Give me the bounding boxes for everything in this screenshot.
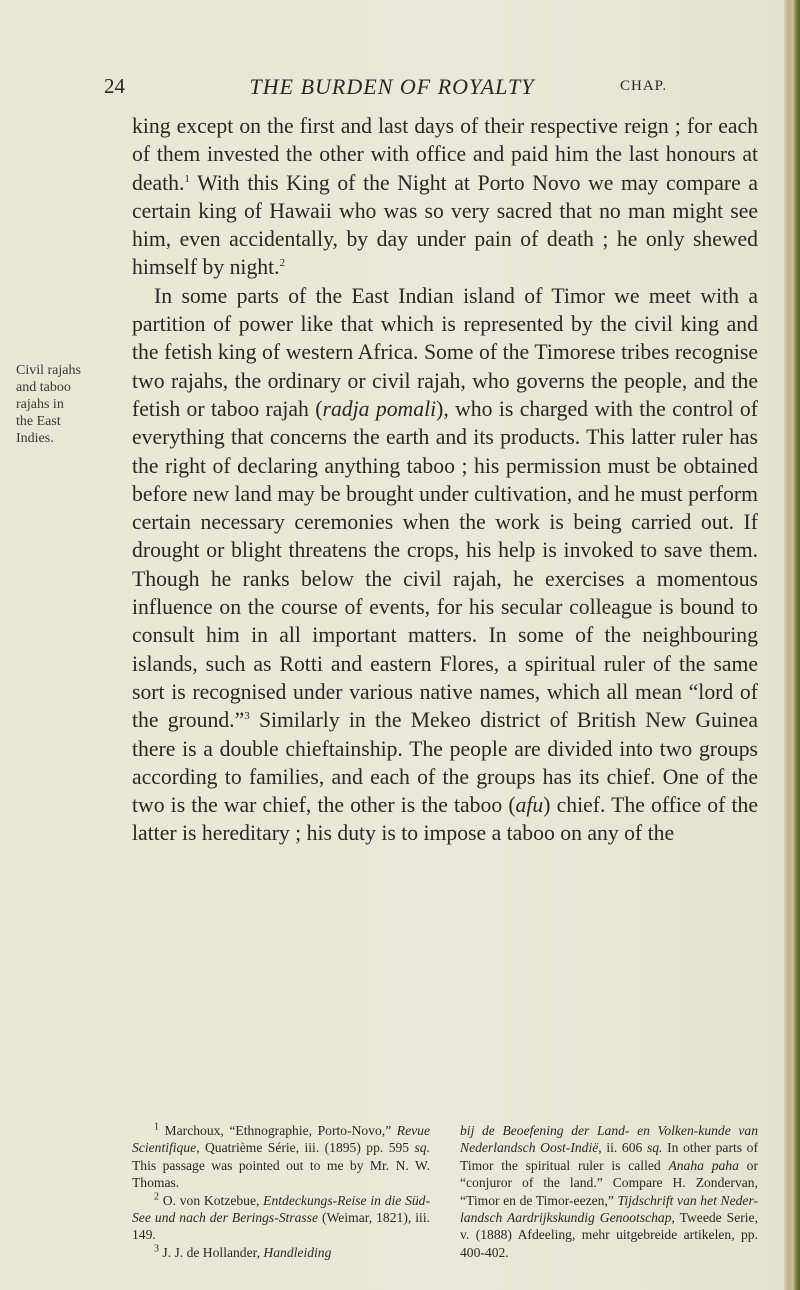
page-header [0, 74, 784, 104]
italic-title: Tijdschrift van het Neder-landsch Aardrijkskundig Genootschap [460, 1192, 758, 1226]
running-title: THE BURDEN OF ROYALTY [249, 74, 535, 99]
text-run: , Quatrième Série, iii. (1895) pp. 595 [196, 1140, 415, 1156]
page-number: 24 [104, 74, 125, 98]
footnote-ref-2: 2 [279, 257, 286, 270]
text-run: (Weimar, 1821), iii. 149. [132, 1210, 431, 1243]
paragraph-1 [132, 112, 758, 282]
text-run: O. von Kotzebue, [159, 1192, 264, 1208]
text-run: king except on the first and last days of their respective reign ; for each of them invested the other with office and paid him the last honours at death. [132, 114, 758, 195]
italic-term: afu [515, 793, 544, 818]
italic-term: sq. [414, 1140, 430, 1156]
marginal-note-line: rajahs in [16, 397, 64, 412]
text-run: ), who is charged with the control of everything that concerns the earth and its products. This latter ruler has the right of declaring anything taboo ; his permission must be obtained before new land may be brought under cultivation, and he must perform certain necessary ceremonies when the work is being carried out. If drought or blight threatens the crops, his help is invoked to save them. Though he ranks below the civil rajah, he exercises a momentous influence on the course of events, for his secular colleague is bound to consult him in all important matters. In some of the neighbouring islands, such as Rotti and eastern Flores, a spiritual ruler of the same sort is recognised under various native names, which all mean “lord of the ground.” [132, 396, 758, 733]
text-run: J. J. de Hollander, [159, 1244, 264, 1260]
footnote-ref-3: 3 [244, 710, 250, 722]
marginal-note-line: the East [16, 414, 61, 429]
footnote-3-continued [460, 1122, 758, 1261]
main-text [132, 112, 758, 848]
italic-title: bij de Beoefening der Land- en Volken-kunde van Nederlandsch Oost-Indië [460, 1123, 758, 1156]
italic-title: Handleiding [263, 1244, 332, 1260]
text-run: Similarly in the Mekeo district of British New Guinea there is a double chieftainship. The people are divided into two groups according to families, and each of the groups has its chief. One of the two is the war chief, the other is the taboo ( [132, 708, 758, 818]
footnote-2 [132, 1192, 430, 1244]
footnote-number: 1 [154, 1121, 159, 1133]
footnotes-left-column [132, 1122, 430, 1261]
footnote-3 [132, 1244, 430, 1261]
text-run: In some parts of the East Indian island of Timor we meet with a partition of power like that which is represented by the civil king and the fetish king of western Africa. Some of the Timorese tribes recognise two rajahs, the ordinary or civil rajah, who governs the people, and the fetish or taboo rajah ( [132, 283, 758, 421]
paragraph-2 [132, 282, 758, 848]
italic-term: radja pomali [322, 396, 437, 421]
italic-title: Entdeckungs-Reise in die Süd-See und nach der Berings-Strasse [132, 1192, 430, 1226]
footnote-number: 3 [154, 1243, 159, 1255]
footnote-number: 2 [154, 1191, 159, 1203]
footnote-ref-1: 1 [184, 172, 190, 185]
text-run: ) chief. The office of the latter is hereditary ; his duty is to impose a taboo on any of the [132, 793, 758, 846]
text-run: In other parts of Timor the spiritual ruler is called [460, 1140, 759, 1173]
book-edge [784, 0, 800, 1290]
marginal-note-line: and taboo [16, 380, 71, 395]
marginal-note [16, 362, 128, 447]
text-run: or “conjuror of the land.” Compare H. Zondervan, “Timor en de Timor-eezen,” [460, 1157, 758, 1208]
marginal-note-line: Indies. [16, 431, 54, 446]
text-run: With this King of the Night at Porto Novo we may compare a certain king of Hawaii who was so very sacred that no man might see him, even accidentally, by day under pain of death ; he only shewed himself by night. [132, 170, 758, 280]
italic-title: Revue Scientifique [132, 1123, 430, 1156]
footnotes-right-column [460, 1122, 758, 1261]
marginal-note-line: Civil rajahs [16, 363, 81, 378]
chapter-label: CHAP. [620, 78, 668, 94]
text-run: Marchoux, “Ethnographie, Porto-Novo,” [159, 1123, 397, 1138]
text-run: , Tweede Serie, v. (1888) Afdeeling, mehr uitgebreide artikelen, pp. 400-402. [460, 1210, 758, 1260]
text-run: This passage was pointed out to me by Mr. N. W. Thomas. [132, 1157, 430, 1191]
footnote-1 [132, 1122, 430, 1192]
italic-term: sq. [646, 1140, 663, 1156]
text-run: , ii. 606 [598, 1140, 647, 1156]
italic-term: Anaha paha [668, 1157, 739, 1173]
